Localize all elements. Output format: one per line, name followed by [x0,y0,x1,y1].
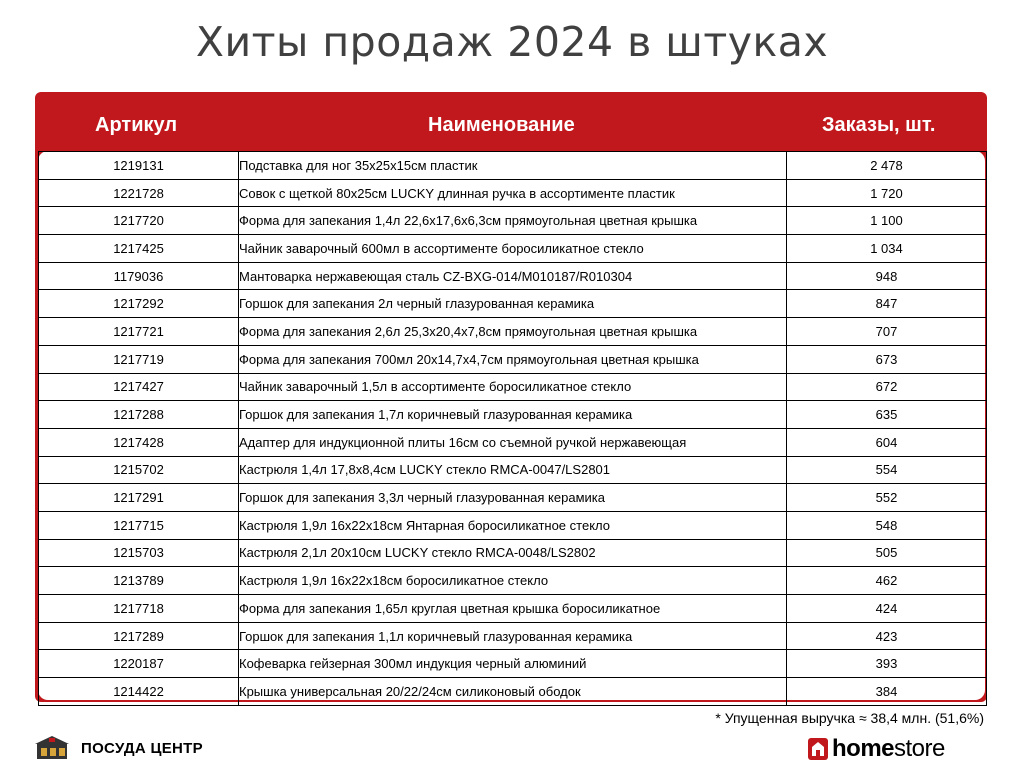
table-row [39,622,987,650]
table-header [35,92,987,154]
header-orders: Заказы, шт. [822,114,936,136]
table-row [39,678,987,706]
footnote: * Упущенная выручка ≈ 38,4 млн. (51,6%) [715,710,984,726]
article-cell: 1213789 [39,567,239,595]
name-cell: Горшок для запекания 2л черный глазурованная керамика [239,290,787,318]
name-cell: Форма для запекания 2,6л 25,3х20,4х7,8см прямоугольная цветная крышка [239,318,787,346]
homestore-logo [808,733,945,765]
orders-cell: 707 [787,318,987,346]
table-row [39,650,987,678]
article-cell: 1217425 [39,235,239,263]
orders-cell: 1 720 [787,179,987,207]
orders-cell: 1 034 [787,235,987,263]
orders-cell: 672 [787,373,987,401]
name-cell: Горшок для запекания 3,3л черный глазурованная керамика [239,484,787,512]
name-cell: Кофеварка гейзерная 300мл индукция черный алюминий [239,650,787,678]
article-cell: 1215703 [39,539,239,567]
table-row [39,235,987,263]
orders-cell: 462 [787,567,987,595]
name-cell: Кастрюля 1,9л 16х22х18см боросиликатное стекло [239,567,787,595]
article-cell: 1217715 [39,511,239,539]
name-cell: Форма для запекания 1,4л 22,6х17,6х6,3см прямоугольная цветная крышка [239,207,787,235]
name-cell: Кастрюля 1,4л 17,8х8,4см LUCKY стекло RMCA-0047/LS2801 [239,456,787,484]
article-cell: 1217292 [39,290,239,318]
article-cell: 1221728 [39,179,239,207]
name-cell: Совок с щеткой 80х25см LUCKY длинная ручка в ассортименте пластик [239,179,787,207]
name-cell: Кастрюля 1,9л 16х22х18см Янтарная боросиликатное стекло [239,511,787,539]
table-row [39,595,987,623]
name-cell: Кастрюля 2,1л 20х10см LUCKY стекло RMCA-0048/LS2802 [239,539,787,567]
article-cell: 1217427 [39,373,239,401]
orders-cell: 635 [787,401,987,429]
orders-cell: 423 [787,622,987,650]
name-cell: Чайник заварочный 600мл в ассортименте боросиликатное стекло [239,235,787,263]
table-row [39,401,987,429]
posuda-centr-text: ПОСУДА ЦЕНТР [81,739,203,757]
table-row [39,373,987,401]
name-cell: Крышка универсальная 20/22/24см силиконовый ободок [239,678,787,706]
orders-cell: 424 [787,595,987,623]
orders-cell: 548 [787,511,987,539]
table-row [39,262,987,290]
article-cell: 1215702 [39,456,239,484]
table-row [39,456,987,484]
slide-title: Хиты продаж 2024 в штуках [195,18,829,66]
orders-cell: 847 [787,290,987,318]
name-cell: Форма для запекания 700мл 20х14,7х4,7см прямоугольная цветная крышка [239,345,787,373]
table-row [39,345,987,373]
posuda-centr-logo [35,733,203,763]
table-row [39,179,987,207]
table-row [39,567,987,595]
article-cell: 1217721 [39,318,239,346]
article-cell: 1217291 [39,484,239,512]
orders-cell: 393 [787,650,987,678]
orders-cell: 948 [787,262,987,290]
table-row [39,484,987,512]
table-row [39,428,987,456]
table-row [39,152,987,180]
article-cell: 1214422 [39,678,239,706]
table-row [39,318,987,346]
name-cell: Мантоварка нержавеющая сталь CZ-BXG-014/M010187/R010304 [239,262,787,290]
table-row [39,539,987,567]
home-icon [808,738,828,760]
shop-building-icon [35,735,73,761]
orders-cell: 1 100 [787,207,987,235]
orders-cell: 604 [787,428,987,456]
homestore-text: homestore [832,735,945,762]
table-row [39,290,987,318]
article-cell: 1217289 [39,622,239,650]
header-name: Наименование [428,114,575,136]
orders-cell: 554 [787,456,987,484]
sales-table [38,151,987,706]
article-cell: 1217428 [39,428,239,456]
orders-cell: 2 478 [787,152,987,180]
article-cell: 1217288 [39,401,239,429]
name-cell: Адаптер для индукционной плиты 16см со съемной ручкой нержавеющая [239,428,787,456]
orders-cell: 673 [787,345,987,373]
orders-cell: 505 [787,539,987,567]
name-cell: Горшок для запекания 1,7л коричневый глазурованная керамика [239,401,787,429]
article-cell: 1179036 [39,262,239,290]
header-article: Артикул [95,114,178,136]
orders-cell: 552 [787,484,987,512]
table-row [39,207,987,235]
name-cell: Чайник заварочный 1,5л в ассортименте боросиликатное стекло [239,373,787,401]
name-cell: Форма для запекания 1,65л круглая цветная крышка боросиликатное [239,595,787,623]
article-cell: 1220187 [39,650,239,678]
article-cell: 1217719 [39,345,239,373]
name-cell: Горшок для запекания 1,1л коричневый глазурованная керамика [239,622,787,650]
orders-cell: 384 [787,678,987,706]
name-cell: Подставка для ног 35х25х15см пластик [239,152,787,180]
article-cell: 1217718 [39,595,239,623]
article-cell: 1219131 [39,152,239,180]
table-row [39,511,987,539]
article-cell: 1217720 [39,207,239,235]
